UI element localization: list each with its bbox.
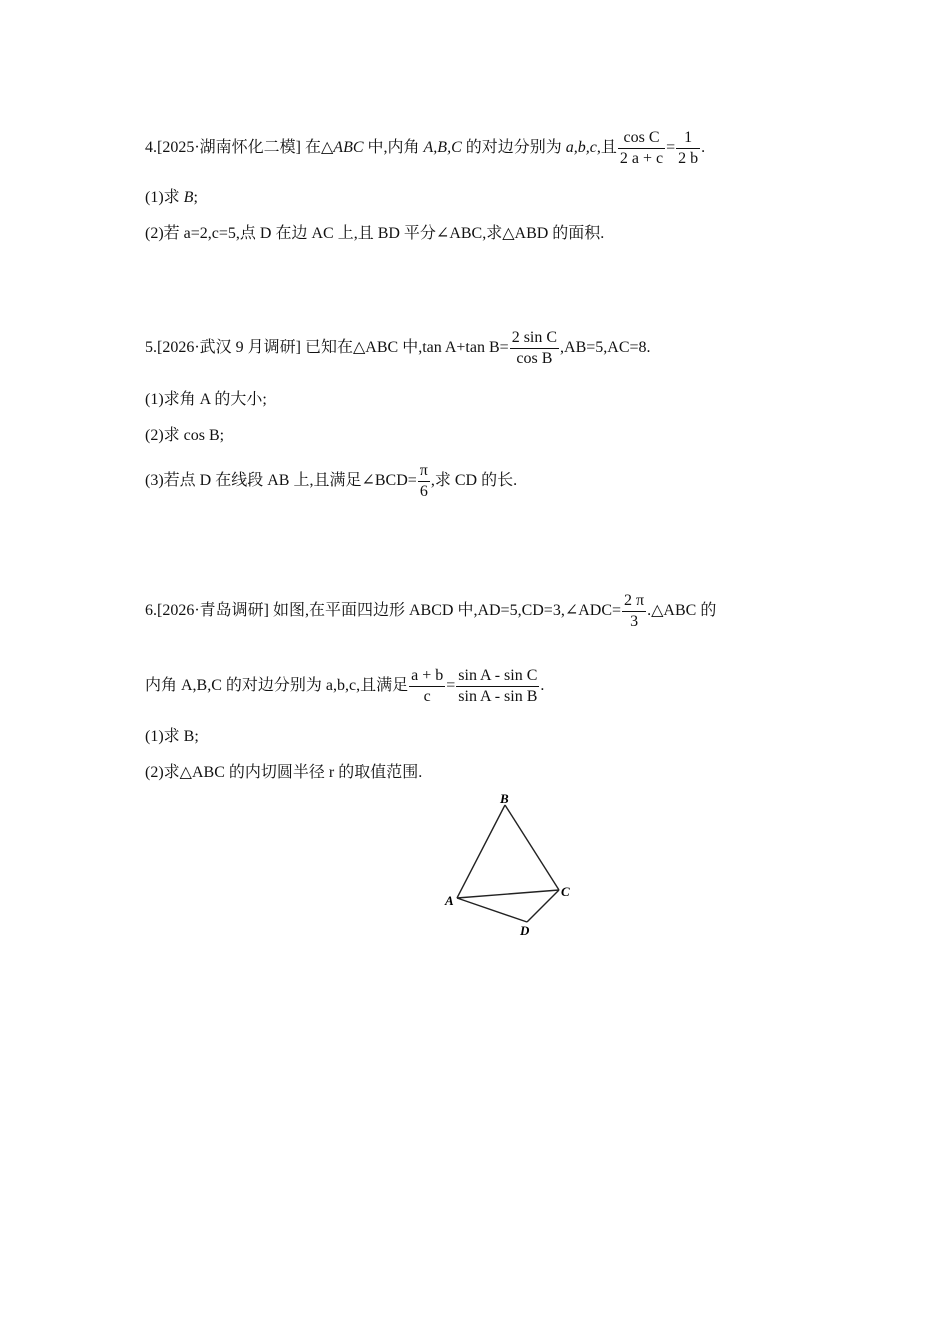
q5-line1	[145, 328, 651, 369]
fraction-numerator: a + b	[409, 666, 445, 687]
q6-line2-prefix: 内角 A,B,C 的对边分别为 a,b,c,且满足	[145, 677, 409, 695]
fraction-denominator: 3	[630, 613, 639, 630]
q4-text: 中,内角	[363, 139, 424, 157]
fraction-numerator: π	[418, 461, 430, 482]
q4-fraction-cosc	[618, 128, 665, 169]
vertex-label-d: D	[520, 923, 530, 938]
fraction-denominator: 2 b	[678, 150, 699, 167]
q6-fraction-ab-c	[409, 666, 445, 707]
vertex-label-a: A	[445, 893, 454, 908]
q4-sides: a,b,c	[565, 139, 597, 157]
q4-triangle-abc: ABC	[333, 139, 364, 157]
q6-line2	[145, 666, 544, 707]
q5-header: 5.[2026·武汉 9 月调研] 已知在△ABC 中,tan A+tan B=	[145, 339, 509, 357]
fraction-denominator: c	[423, 688, 431, 705]
q5-fraction	[510, 328, 559, 369]
fraction-denominator: cos B	[516, 350, 553, 367]
vertex-label-c: C	[561, 884, 570, 899]
q6-line1	[145, 591, 716, 632]
q5-part3-fraction	[418, 461, 430, 502]
q5-part3	[145, 461, 517, 502]
q5-part3-prefix: (3)若点 D 在线段 AB 上,且满足∠BCD=	[145, 472, 417, 490]
q5-part2: (2)求 cos B;	[145, 427, 225, 444]
q4-header: 4.[2025·湖南怀化二模] 在△	[145, 139, 334, 157]
equals-sign: =	[446, 677, 456, 695]
fraction-numerator: cos C	[618, 128, 665, 149]
q4-text: ,且	[596, 139, 617, 157]
fraction-numerator: 2 sin C	[510, 328, 559, 349]
q5-tail: ,AB=5,AC=8.	[560, 339, 651, 357]
edge-cd	[527, 890, 559, 922]
period: .	[540, 677, 545, 695]
q4-part1-end: ;	[193, 189, 198, 206]
q6-fraction-angle	[622, 591, 646, 632]
period: .	[701, 139, 706, 157]
edge-ad	[457, 898, 527, 922]
fraction-denominator: 6	[419, 483, 428, 500]
q5-part1: (1)求角 A 的大小;	[145, 391, 267, 408]
fraction-numerator: sin A - sin C	[456, 666, 539, 687]
edge-ac	[457, 890, 559, 898]
q6-fraction-sines	[456, 666, 539, 707]
q4-line1	[145, 128, 705, 169]
equals-sign: =	[666, 139, 676, 157]
quadrilateral-figure	[435, 786, 585, 946]
q5-part3-tail: ,求 CD 的长.	[430, 472, 518, 490]
q4-text: 的对边分别为	[461, 139, 566, 157]
fraction-numerator: 2 π	[622, 591, 646, 612]
q4-angles: A,B,C	[423, 139, 462, 157]
q4-fraction-half-b	[676, 128, 700, 169]
q4-part1-prefix: (1)求	[145, 189, 184, 206]
q6-part2: (2)求△ABC 的内切圆半径 r 的取值范围.	[145, 764, 423, 781]
edge-ab	[457, 805, 505, 898]
q4-part2: (2)若 a=2,c=5,点 D 在边 AC 上,且 BD 平分∠ABC,求△ABD 的面积.	[145, 225, 605, 242]
q4-part1	[145, 188, 198, 208]
fraction-denominator: sin A - sin B	[458, 688, 538, 705]
edge-bc	[505, 805, 559, 890]
fraction-numerator: 1	[676, 128, 700, 149]
q6-tail: .△ABC 的	[647, 602, 717, 620]
q6-part1: (1)求 B;	[145, 728, 199, 745]
vertex-label-b: B	[500, 791, 509, 806]
q6-header: 6.[2026·青岛调研] 如图,在平面四边形 ABCD 中,AD=5,CD=3,∠ADC=	[145, 602, 622, 620]
q4-part1-var: B	[183, 189, 194, 206]
fraction-denominator: 2 a + c	[619, 150, 664, 167]
